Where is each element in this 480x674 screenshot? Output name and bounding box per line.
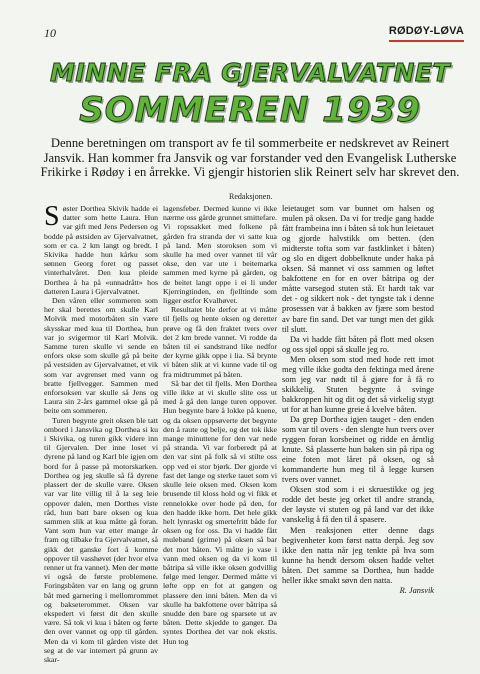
dropcap-letter: S (44, 201, 60, 232)
magazine-logo: RØDØY-LØVA (389, 24, 464, 42)
paragraph: leietauget som var bunnet om halsen og mulen på oksen. Da vi for tredje gang hadde fått frambeina inn i båten så tok hun leietauet og gjorde halvstikk om betten. (den midterste tofta som var fastklinket i båten) og slo en digert dobbelknute under haka på oksen. Så mannet vi oss sammen og løftet bakfottene en for en over båtripa og der måtte varsegod stuten stå. Et hardt tak var det - og sikkert nok - det tyngste tak i denne prosessen var å bakken av fjære som bestod av bare fin sand. Det var tungt men det gikk til slutt. (282, 204, 434, 334)
article-column-3 (282, 204, 434, 596)
article-column-2 (163, 204, 277, 646)
paragraph: Oksen stod som i ei skruestikke og jeg rodde det beste jeg orket til andre stranda, der løyste vi stuten og på land var det ikke vanskelig å få den til å spasere. (282, 485, 434, 525)
paragraph: Men oksen som stod med hode rett imot meg ville ikke godta den fektinga med årene som jeg var nødt til å gjøre for å få ro skikkelig. Stuten begynte å svinge bakkroppen hit og dit og det så virkelig stygt ut for at han kunne greie å kvelve båten. (282, 354, 434, 414)
paragraph: Men reaksjonen etter denne dags begivenheter kom først natta derpå. Jeg sov ikke den natta når jeg tenkte på hva som kunne ha hendt dersom oksen hadde veltet båten. Det samme sa Dorthea, hun hadde heller ikke smakt søvn den natta. (282, 525, 434, 585)
page-number: 10 (44, 26, 56, 40)
paragraph: Så bar det til fjells. Men Dorthea ville ikke at vi skulle slite oss ut med å gå den lange turen oppover. Hun begynte bare å lokke på kuene, og da oksen oppsøverte det begynte den å raute og belje, og det tok ikke mange minuttene for den var nede på stranda. Vi var forberedt på at den var sint på folk så vi stilte oss opp ved ei stor bjørk. Der gjorde vi fast det lange og sterke tauet som vi skulle leie oksen med. Oksen kom brusende til kloss hold og vi fikk et rennelokke over hode på den, for den hadde ikke horn. Det hele gikk helt lynraskt og smertefritt både for oksen og for oss. Da vi hadde fått muleband (grime) på oksen så bar det mot båten. Vi måtte jo vase i vann med oksen og da vi kom til båtripa så ville ikke oksen godvillig følge med lenger. Dermed måtte vi løfte opp en fot at gangen og plassere den inni båten. Men da vi skulle ha bakfottene over båtripa så snudde den bare og sparsete ut av båten. Dette skjedde to ganger. Da syntes Dorthea det var nok ekstis. Hun tog (163, 378, 277, 646)
paragraph: Søster Dorthea Skivik hadde ei datter som hette Laura. Hun var gift med Jens Pedersen og bodde på østsiden av Gjervalvatnet, som er ca. 2 km langt og bredt. I Skivika hadde hun kårku som sønnen Georg foret og passet vinterhalvåret. Den kua pleide Dorthea å ha på «unnadrått» hos datteren Laura i Gjervalvatnet. (44, 201, 158, 296)
paragraph: Da grep Dorthea igjen tauget - den enden som var til overs - den slengte hun tvers over ryggen foran korsbeinet og ridde en årntlig knute. Så plasserte hun baken sin på ripa og eine foten mot låret på oksen, og så kommanderte hun meg til å legge kursen tvers over vannet. (282, 414, 434, 485)
paragraph: Da vi hadde fått båten på flott med oksen og oss sjøl oppi så skulle jeg ro. (282, 334, 434, 354)
article-title-line1: MINNE FRA GJERVALVATNET (49, 58, 451, 87)
paragraph: Turen begynte greit oksen ble tatt ombord i Jansvika og Dorthea si ku i Skivika, og turen gikk videre inn til Gjervalen. Der inne loset vi dyrene på land og Karl ble igjen om bord for å passe på motorskarken. Dorthea og jeg skulle så få dyrene plassert der de skulle være. Oksen var var lite villig til å la seg leie oppover dalen, men Dorthes viste råd, hun batt bare oksen og kua sammen slik at kua måtte gå foran. Vant som hun var etter mange år fram og tilbake fra Gjervalvatnet, så gikk det ganske fort å komme oppover til vasshøvet (der hvor elva renner ut fra vannet). Men der møtte vi også de første problemene. Foringsbåten var en lang og grunn båt med garnering i mellomrommet og bakseterommet. Oksen var ekspedert vi først dit den skulle være. Så tok vi kua i båten og førte den over vannet og opp til gården. Men da vi kom til gården viste det seg at de var internert på grunn av skar- (44, 415, 158, 664)
article-column-1 (44, 201, 158, 664)
paragraph: Resultatet ble derfor at vi måtte til fjells og hente oksen og deretter prøve og få den fraktet tvers over det 2 km brede vannet. Vi rodde da båten til ei sandstrand like nedfor der kyrne gikk oppe i lia. Så brynte vi båten slik at vi kunne vade til og fra midtrummet på båten. (163, 305, 277, 379)
article-title-line2: SOMMEREN 1939 (79, 90, 421, 130)
article-lead: Denne beretningen om transport av fe til sommerbeite er nedskrevet av Reinert Jansvik. Han kommer fra Jansvik og var forstander ved den Evangelisk Lutherske Frikirke i Rødøy i en årrekke. Vi gjengir historien slik Reinert selv har skrevet den. (40, 136, 460, 179)
paragraph: Den våren eller sommeren som her skal berettes om skulle Karl Molvik med motorbåten sin være skysskar med kua til Dorthea, hun var jo svigermor til Karl Molvik. Samme turen skulle vi sende en enfors okse som skulle gå på beite på vestsiden av Gjervalvatnet, et vik som var avgrenset med vann og bratte fjellvegger. Sammen med enforsoksen var skulle så Jens og Laura sin 2-års gammel okse gå på beite om sommeren. (44, 296, 158, 416)
author-signature: R. Jansvik (399, 585, 434, 595)
byline: Redaksjonen. (229, 192, 273, 201)
paragraph: lagensfeber. Dermed kunne vi ikke nærme oss gårde grunnet smittefare. Vi ropssakket med folkene på gården fra stranda der vi satte kua på land. Men storoksen som vi skulle ha med over vannet til vår okse, den var ute i beitemarka sammen med kyrne på gården, og de beitet langt oppe i ei li under Kjerringtinden, en fjelltinde som ligger østfor Kvalhøvet. (163, 204, 277, 306)
